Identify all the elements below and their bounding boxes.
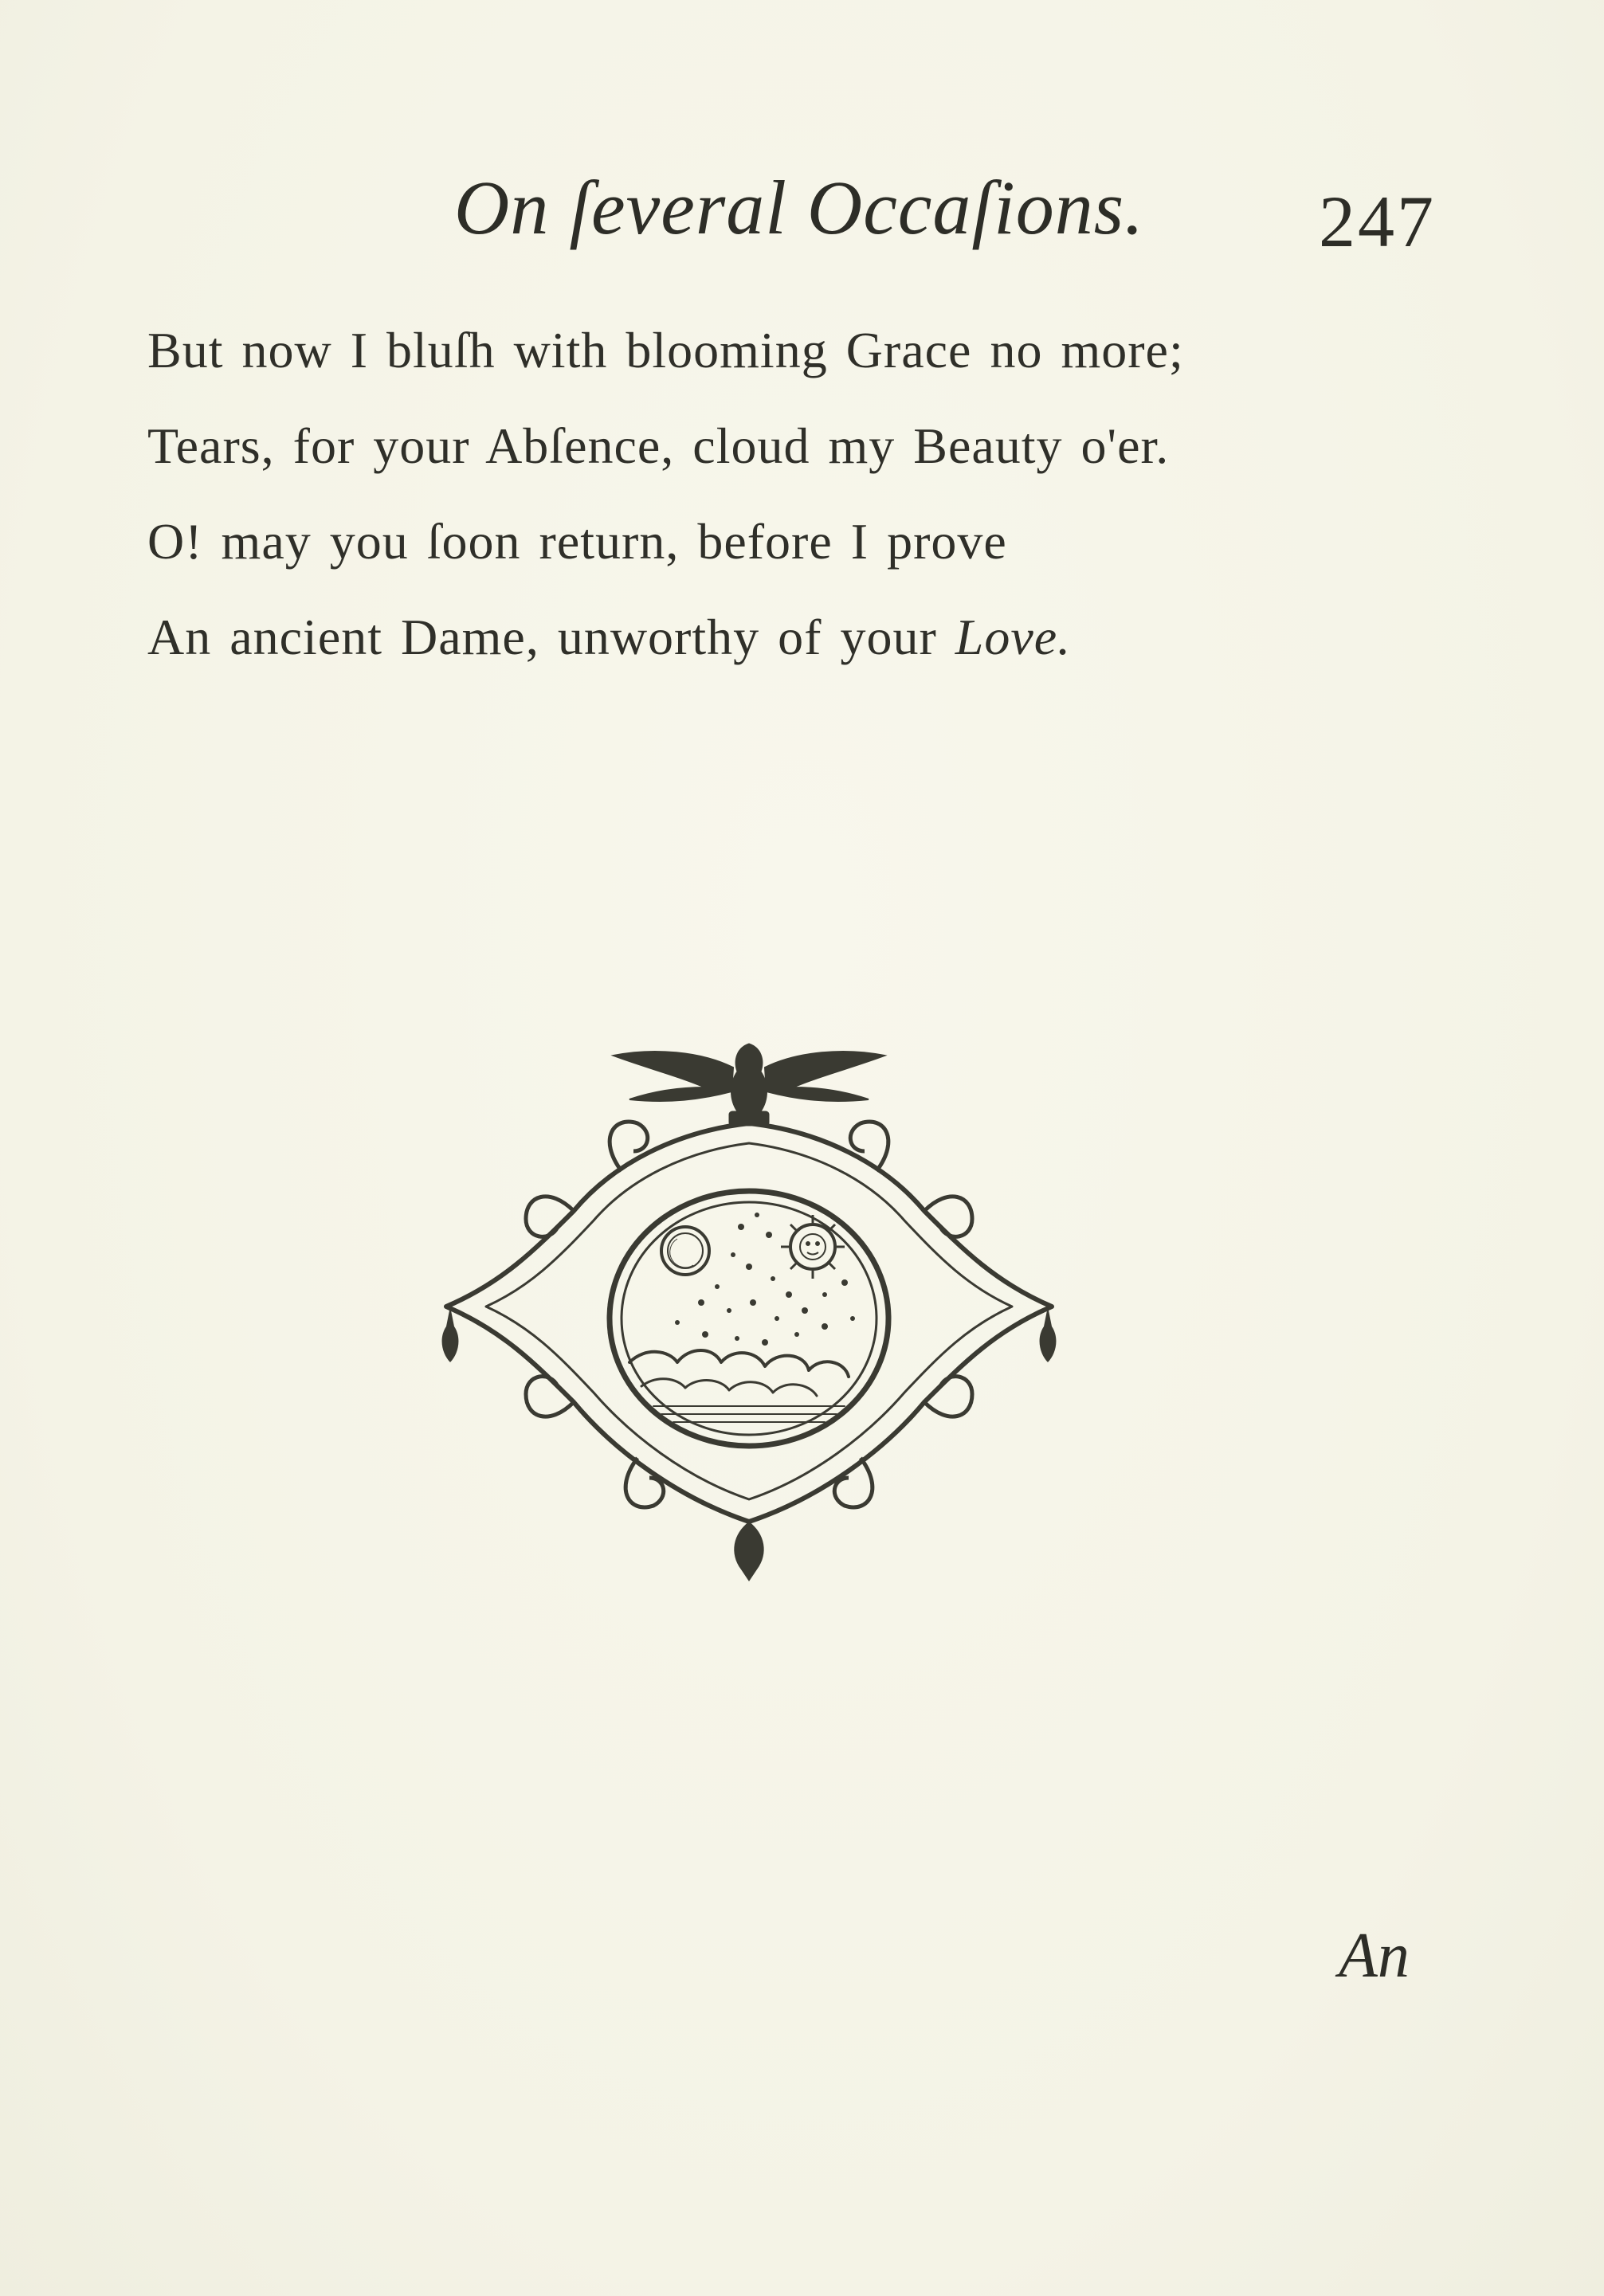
catchword: An [1339,1921,1410,1991]
verse-line-3: O! may you ſoon return, before I prove [147,513,1007,570]
verse-line-1: But now I bluſh with blooming Grace no more; [147,322,1184,378]
engraved-cartouche-eagle-sun-moon-icon [414,1012,1084,1585]
verse-line-2: Tears, for your Abſence, cloud my Beauty o'er. [147,417,1170,474]
verse-block [147,303,1343,685]
verse-line-4: An ancient Dame, unworthy of your Love. [147,609,1072,665]
page-number: 247 [1319,181,1436,262]
page-header [0,163,1604,267]
running-title: On ſeveral Occaſions. [454,165,1145,250]
